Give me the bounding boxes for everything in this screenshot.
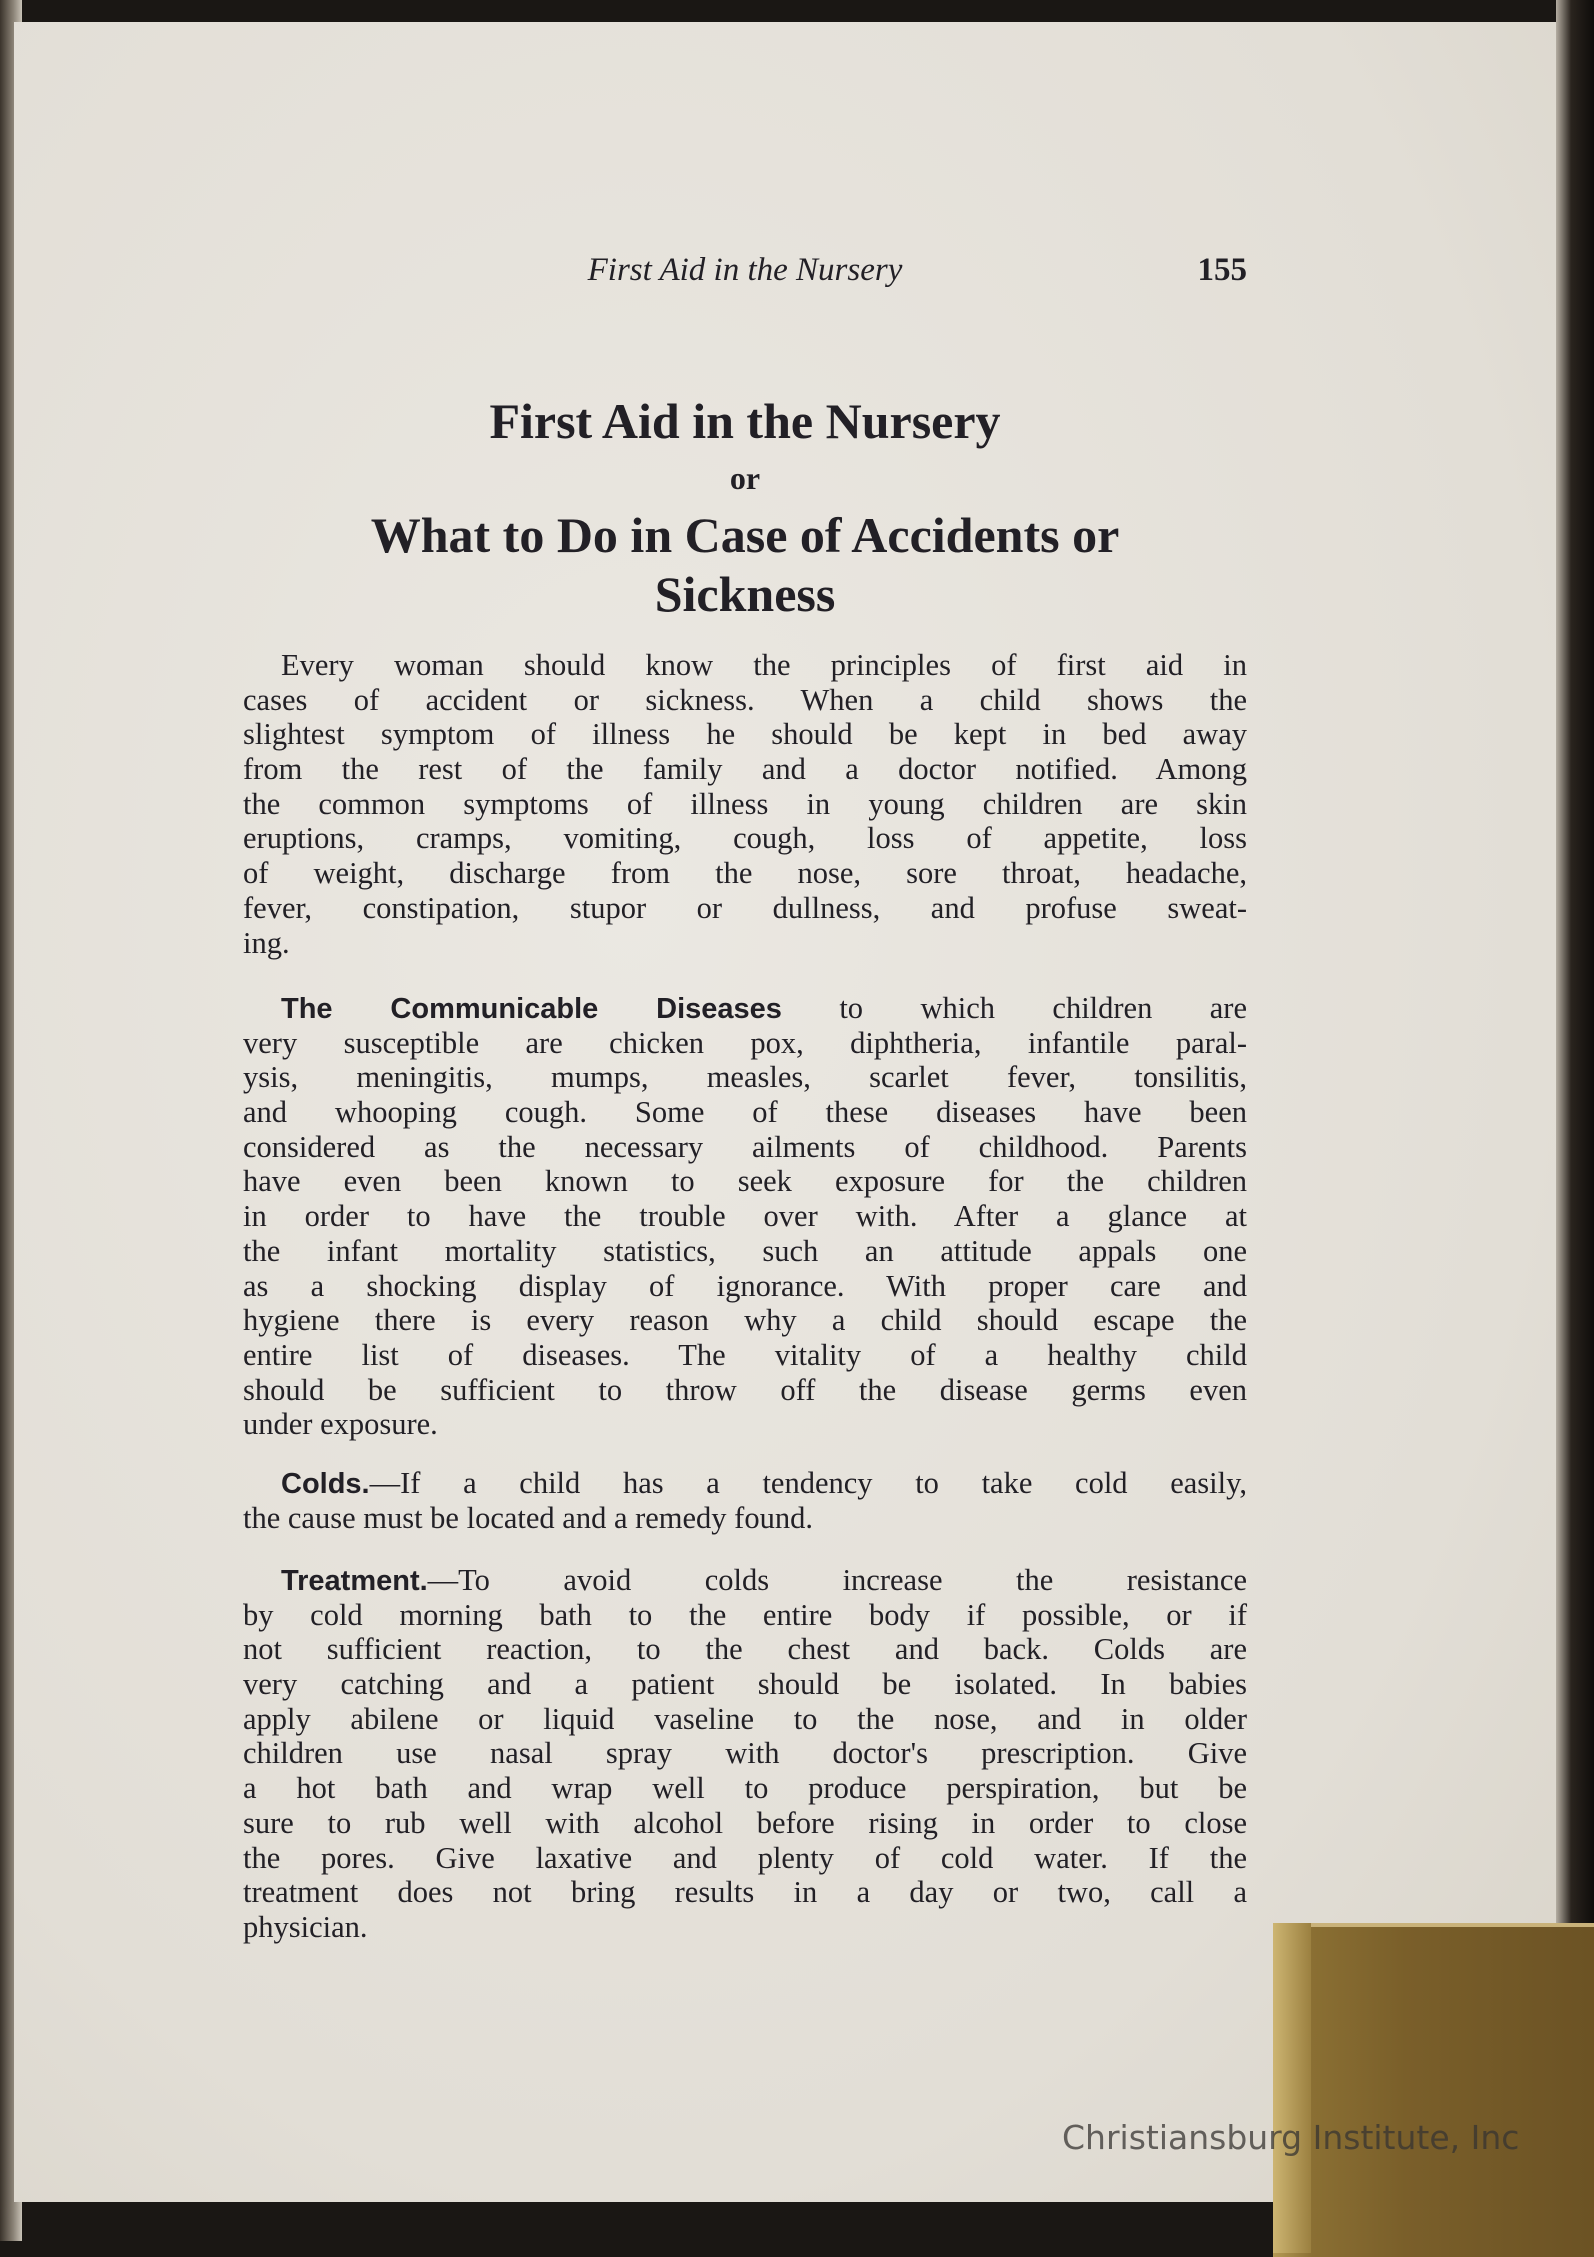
paragraph-lead: Treatment. [281, 1565, 428, 1597]
chapter-subtitle-line1: What to Do in Case of Accidents or [370, 507, 1120, 563]
text-line [243, 1875, 1247, 1910]
text-line [243, 1164, 1247, 1199]
line-text: sure to rub well with alcohol before rising in order to close [243, 1805, 1247, 1840]
chapter-subtitle-line2: Sickness [654, 566, 836, 622]
line-text: a hot bath and wrap well to produce perspiration, but be [243, 1771, 1247, 1806]
text-line [243, 856, 1247, 891]
text-line [243, 683, 1247, 718]
line-text: as a shocking display of ignorance. With proper care and [243, 1268, 1247, 1303]
paragraph-colds [243, 1466, 1247, 1535]
line-text: very catching and a patient should be isolated. In babies [243, 1667, 1247, 1702]
text-line [243, 717, 1247, 752]
text-line [243, 1338, 1247, 1373]
text-line [243, 1407, 1247, 1442]
line-text: from the rest of the family and a doctor notified. Among [243, 752, 1247, 787]
line-text: fever, constipation, stupor or dullness, and profuse sweat- [243, 890, 1247, 925]
paragraph-lead: The Communicable Diseases [281, 993, 782, 1025]
text-line [243, 1841, 1247, 1876]
line-text: ysis, meningitis, mumps, measles, scarlet fever, tonsilitis, [243, 1060, 1247, 1095]
line-text: cases of accident or sickness. When a child shows the [243, 682, 1247, 717]
text-line [243, 1199, 1247, 1234]
line-text: physician. [243, 1909, 368, 1944]
line-text: have even been known to seek exposure for the children [243, 1164, 1247, 1199]
text-line [243, 1026, 1247, 1061]
line-text: very susceptible are chicken pox, diphtheria, infantile paral- [243, 1025, 1247, 1060]
text-line [243, 1598, 1247, 1633]
text-line [243, 1771, 1247, 1806]
page-edge [1556, 0, 1594, 2241]
line-text: by cold morning bath to the entire body if possible, or if [243, 1597, 1247, 1632]
text-line [243, 1060, 1247, 1095]
text-line [243, 1563, 1247, 1598]
text-line [243, 1095, 1247, 1130]
line-text: hygiene there is every reason why a child should escape the [243, 1303, 1247, 1338]
line-text: entire list of diseases. The vitality of a healthy child [243, 1337, 1247, 1372]
line-text: —If a child has a tendency to take cold easily, [369, 1466, 1247, 1500]
line-text: treatment does not bring results in a day or two, call a [243, 1875, 1247, 1910]
text-line [243, 821, 1247, 856]
text-line [243, 1130, 1247, 1165]
paragraph-lead: Colds. [281, 1468, 370, 1500]
text-line [243, 1269, 1247, 1304]
page-number: 155 [1197, 252, 1247, 288]
text-line [243, 1632, 1247, 1667]
watermark: Christiansburg Institute, Inc [1062, 2118, 1520, 2157]
line-text: under exposure. [243, 1407, 438, 1442]
paragraph-treatment [243, 1563, 1247, 1945]
text-line [243, 752, 1247, 787]
line-text: Every woman should know the principles of first aid in [281, 648, 1247, 682]
text-line [243, 1702, 1247, 1737]
chapter-title-or: or [729, 460, 761, 496]
gold-box-side [1273, 1923, 1311, 2253]
text-line [243, 1373, 1247, 1408]
line-text: children use nasal spray with doctor's prescription. Give [243, 1736, 1247, 1771]
line-text: —To avoid colds increase the resistance [427, 1563, 1247, 1597]
text-line [243, 891, 1247, 926]
text-line [243, 787, 1247, 822]
line-text: the pores. Give laxative and plenty of cold water. If the [243, 1840, 1247, 1875]
paragraph-intro [243, 648, 1247, 960]
chapter-title: First Aid in the Nursery [489, 393, 1001, 449]
text-line [243, 1234, 1247, 1269]
text-line [243, 1501, 1247, 1536]
line-text: eruptions, cramps, vomiting, cough, loss of appetite, loss [243, 821, 1247, 856]
line-text: should be sufficient to throw off the disease germs even [243, 1372, 1247, 1407]
running-head-title: First Aid in the Nursery [587, 252, 903, 288]
line-text: and whooping cough. Some of these diseases have been [243, 1095, 1247, 1130]
line-text: the infant mortality statistics, such an attitude appals one [243, 1233, 1247, 1268]
text-line [243, 648, 1247, 683]
paragraph-communicable-diseases [243, 991, 1247, 1442]
line-text: in order to have the trouble over with. After a glance at [243, 1199, 1247, 1234]
text-line [243, 1910, 1247, 1945]
text-line [243, 1667, 1247, 1702]
text-line [243, 926, 1247, 961]
line-text: the cause must be located and a remedy found. [243, 1500, 813, 1535]
text-line [243, 1806, 1247, 1841]
gold-box-object [1273, 1923, 1594, 2257]
line-text: of weight, discharge from the nose, sore throat, headache, [243, 856, 1247, 891]
text-line [243, 1736, 1247, 1771]
text-line [243, 991, 1247, 1026]
line-text: ing. [243, 925, 290, 960]
line-text: to which children are [781, 991, 1247, 1025]
text-line [243, 1303, 1247, 1338]
line-text: slightest symptom of illness he should be kept in bed away [243, 717, 1247, 752]
text-line [243, 1466, 1247, 1501]
line-text: not sufficient reaction, to the chest and back. Colds are [243, 1632, 1247, 1667]
line-text: apply abilene or liquid vaseline to the nose, and in older [243, 1701, 1247, 1736]
line-text: considered as the necessary ailments of childhood. Parents [243, 1129, 1247, 1164]
line-text: the common symptoms of illness in young children are skin [243, 786, 1247, 821]
